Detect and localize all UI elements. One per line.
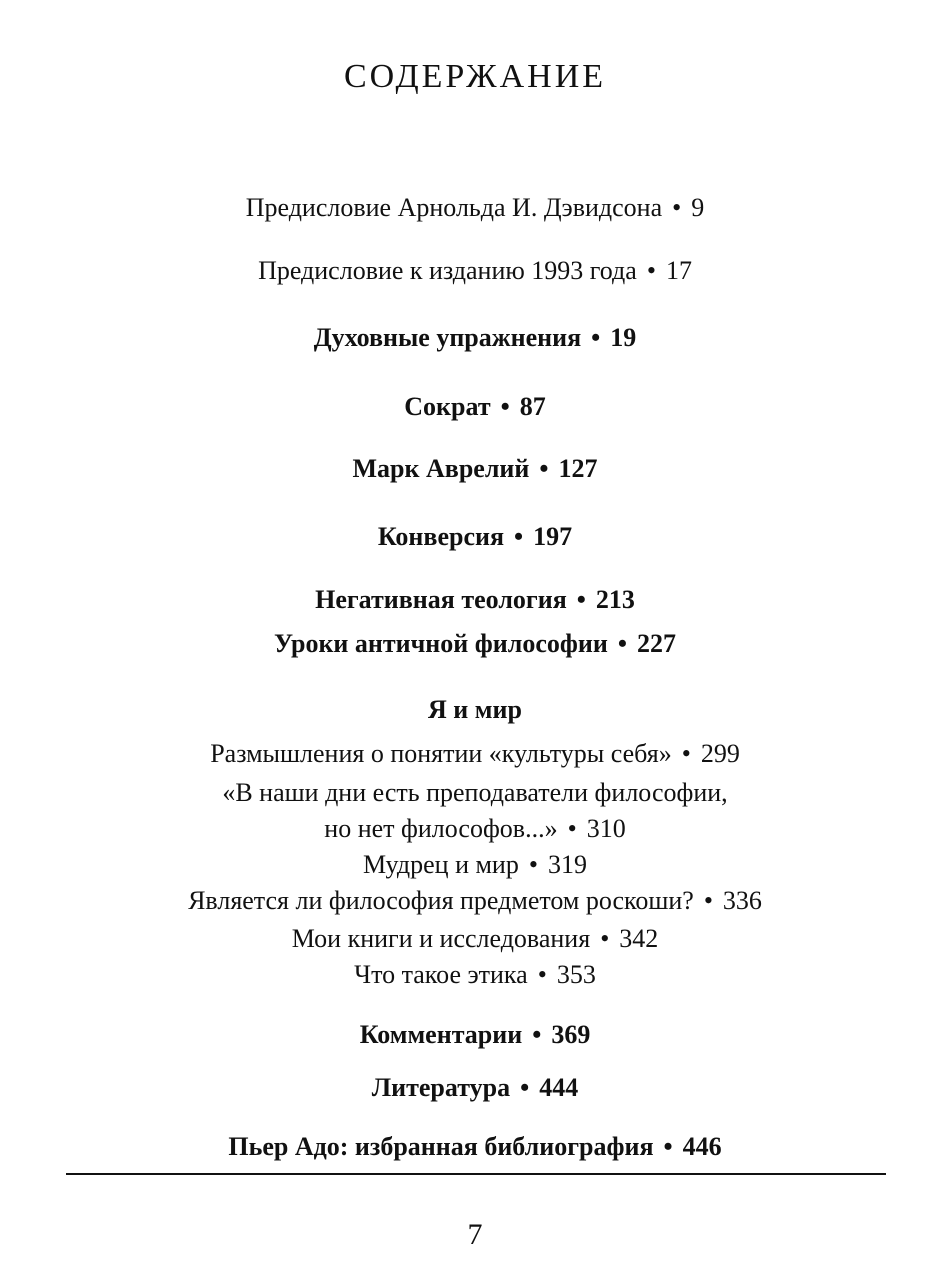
entry-page: 87 <box>519 392 546 421</box>
bullet-separator: • <box>617 629 627 658</box>
entry-page: 446 <box>682 1132 722 1161</box>
bullet-separator: • <box>532 1020 542 1049</box>
entry-page: 9 <box>691 193 705 222</box>
toc-entry <box>0 1073 950 1103</box>
toc-entry <box>0 323 950 353</box>
subentry-title: «В наши дни есть преподаватели философии, <box>222 778 728 807</box>
toc-entry <box>0 256 950 286</box>
toc-subentry <box>0 960 950 990</box>
bullet-separator: • <box>576 585 586 614</box>
subentry-title: но нет философов...» <box>324 814 558 843</box>
entry-page: 197 <box>533 522 573 551</box>
footer-rule <box>66 1173 886 1175</box>
bullet-separator: • <box>591 323 601 352</box>
bullet-separator: • <box>646 256 656 285</box>
toc-entry <box>0 454 950 484</box>
subentry-page: 319 <box>547 850 587 879</box>
toc-subentry <box>0 886 950 916</box>
bullet-separator: • <box>500 392 510 421</box>
entry-title: Уроки античной философии <box>274 629 608 658</box>
bullet-separator: • <box>703 886 713 915</box>
toc-subentry <box>0 814 950 844</box>
bullet-separator: • <box>663 1132 673 1161</box>
entry-title: Литература <box>371 1073 511 1102</box>
entry-title: Марк Аврелий <box>352 454 530 483</box>
bullet-separator: • <box>600 924 610 953</box>
subentry-title: Является ли философия предметом роскоши? <box>188 886 694 915</box>
entry-page: 127 <box>558 454 598 483</box>
toc-entry <box>0 522 950 552</box>
bullet-separator: • <box>537 960 547 989</box>
subentry-page: 353 <box>556 960 596 989</box>
toc-entry <box>0 585 950 615</box>
subentry-page: 336 <box>722 886 762 915</box>
entry-page: 369 <box>551 1020 591 1049</box>
toc-subentry <box>0 924 950 954</box>
toc-entry <box>0 629 950 659</box>
entry-title: Негативная теология <box>315 585 567 614</box>
entry-title: Сократ <box>404 392 491 421</box>
section-heading: Я и мир <box>428 695 522 724</box>
bullet-separator: • <box>567 814 577 843</box>
entry-page: 444 <box>539 1073 579 1102</box>
toc-entry <box>0 1020 950 1050</box>
entry-page: 227 <box>636 629 676 658</box>
subentry-title: Размышления о понятии «культуры себя» <box>210 739 672 768</box>
entry-title: Конверсия <box>377 522 505 551</box>
bullet-separator: • <box>520 1073 530 1102</box>
entry-page: 213 <box>595 585 635 614</box>
entry-page: 19 <box>610 323 637 352</box>
subentry-title: Мои книги и исследования <box>291 924 591 953</box>
toc-entry <box>0 193 950 223</box>
toc-subentry <box>0 739 950 769</box>
page-title: СОДЕРЖАНИЕ <box>343 58 607 95</box>
subentry-title: Мудрец и мир <box>363 850 519 879</box>
toc-entry <box>0 1132 950 1162</box>
entry-title: Предисловие Арнольда И. Дэвидсона <box>245 193 663 222</box>
entry-page: 17 <box>665 256 692 285</box>
toc-subentry <box>0 850 950 880</box>
entry-title: Комментарии <box>359 1020 523 1049</box>
page-number: 7 <box>467 1218 483 1251</box>
subentry-page: 342 <box>619 924 659 953</box>
bullet-separator: • <box>528 850 538 879</box>
entry-title: Пьер Адо: избранная библиография <box>228 1132 654 1161</box>
bullet-separator: • <box>514 522 524 551</box>
subentry-title: Что такое этика <box>354 960 528 989</box>
toc-entry <box>0 392 950 422</box>
entry-title: Духовные упражнения <box>313 323 582 352</box>
bullet-separator: • <box>681 739 691 768</box>
bullet-separator: • <box>672 193 682 222</box>
toc-subentry <box>0 778 950 808</box>
subentry-page: 310 <box>586 814 626 843</box>
entry-title: Предисловие к изданию 1993 года <box>258 256 637 285</box>
bullet-separator: • <box>539 454 549 483</box>
subentry-page: 299 <box>700 739 740 768</box>
